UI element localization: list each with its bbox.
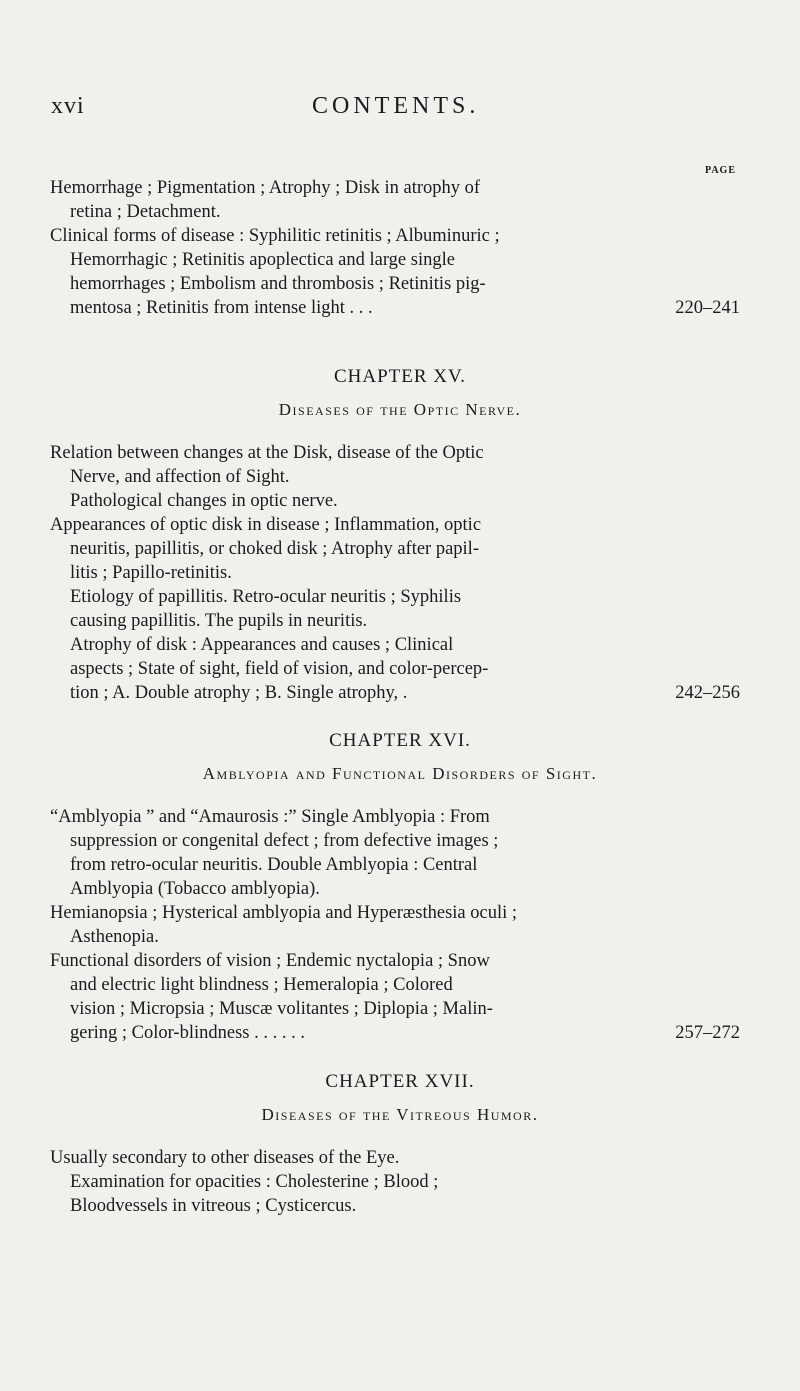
toc-line: Asthenopia. [70,927,159,947]
toc-line-text: mentosa ; Retinitis from intense light . . . [70,298,373,318]
toc-line: Examination for opacities : Cholesterine ; Blood ; [70,1172,439,1192]
toc-line: Relation between changes at the Disk, disease of the Optic [50,443,484,463]
chapter-xv-title: CHAPTER XV. [333,366,467,387]
toc-line: aspects ; State of sight, field of vision, and color-percep- [70,659,489,679]
toc-line: vision ; Micropsia ; Muscæ volitantes ; Diplopia ; Malin- [70,999,493,1019]
toc-line: neuritis, papillitis, or choked disk ; Atrophy after papil- [70,539,479,559]
toc-line: Nerve, and affection of Sight. [70,467,290,487]
toc-line: Bloodvessels in vitreous ; Cysticercus. [70,1196,357,1216]
toc-line: suppression or congenital defect ; from defective images ; [70,831,499,851]
page-range: 220–241 [675,298,740,318]
toc-line: Atrophy of disk : Appearances and causes ; Clinical [70,635,454,655]
toc-line: Hemorrhage ; Pigmentation ; Atrophy ; Disk in atrophy of [50,178,481,198]
toc-line: “Amblyopia ” and “Amaurosis :” Single Amblyopia : From [50,807,490,827]
toc-line [50,1021,740,1045]
page-folio: xvi [51,93,85,119]
chapter-xv-entries [50,441,740,705]
toc-line [50,681,740,705]
toc-line: retina ; Detachment. [70,202,221,222]
chapter-xvii-title: CHAPTER XVII. [325,1071,475,1092]
chapter-xvi-entries [50,805,740,1045]
chapter-xvii-entries [50,1146,740,1218]
chapter-xvii-subtitle: Diseases of the Vitreous Humor. [261,1105,539,1124]
toc-line: Hemianopsia ; Hysterical amblyopia and Hyperæsthesia oculi ; [50,903,518,923]
page-range: 242–256 [675,683,740,703]
chapter-xvi-subtitle: Amblyopia and Functional Disorders of Sight. [202,764,598,783]
running-title: CONTENTS. [312,93,480,119]
toc-line: Etiology of papillitis. Retro-ocular neuritis ; Syphilis [70,587,462,607]
toc-line: Hemorrhagic ; Retinitis apoplectica and large single [70,250,455,270]
toc-line [50,296,740,320]
toc-line: from retro-ocular neuritis. Double Amblyopia : Central [70,855,478,875]
running-head [51,93,751,123]
toc-line: hemorrhages ; Embolism and thrombosis ; Retinitis pig- [70,274,486,294]
toc-line: litis ; Papillo-retinitis. [70,563,232,583]
chapter-xvi-title: CHAPTER XVI. [329,730,471,751]
toc-line: causing papillitis. The pupils in neuritis. [70,611,368,631]
toc-line: and electric light blindness ; Hemeralopia ; Colored [70,975,453,995]
toc-line-text: gering ; Color-blindness . . . . . . [70,1023,305,1043]
toc-line: Amblyopia (Tobacco amblyopia). [70,879,320,899]
section-retina-entries [50,176,740,320]
toc-line: Appearances of optic disk in disease ; Inflammation, optic [50,515,482,535]
page-range: 257–272 [675,1023,740,1043]
chapter-xv-subtitle: Diseases of the Optic Nerve. [278,400,522,419]
toc-line: Clinical forms of disease : Syphilitic retinitis ; Albuminuric ; [50,226,500,246]
page-column-label: PAGE [704,165,736,176]
toc-line: Pathological changes in optic nerve. [70,491,338,511]
toc-line: Usually secondary to other diseases of the Eye. [50,1148,400,1168]
toc-line: Functional disorders of vision ; Endemic nyctalopia ; Snow [50,951,490,971]
toc-line-text: tion ; A. Double atrophy ; B. Single atrophy, . [70,683,408,703]
